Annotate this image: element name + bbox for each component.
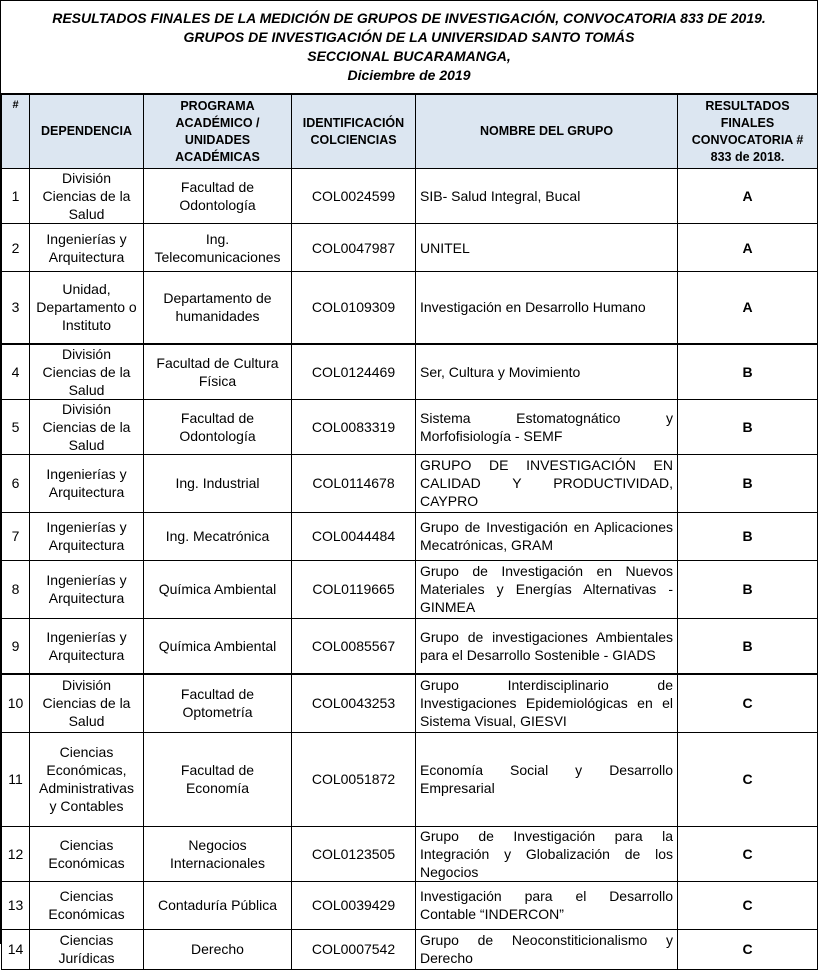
row-programa: Ing. Telecomunicaciones — [144, 224, 292, 272]
table-row — [2, 826, 818, 881]
row-nombre-grupo: Economía Social y Desarrollo Empresarial — [416, 732, 678, 826]
row-number: 3 — [2, 272, 30, 344]
row-number: 2 — [2, 224, 30, 272]
row-nombre-grupo: Investigación para el Desarrollo Contable “INDERCON” — [416, 881, 678, 929]
row-dependencia: Ingenierías y Arquitectura — [30, 618, 144, 674]
row-identificacion: COL0047987 — [292, 224, 416, 272]
row-programa: Facultad de Odontología — [144, 399, 292, 454]
title-line-3: SECCIONAL BUCARAMANGA, — [307, 48, 511, 64]
row-resultado: A — [678, 169, 818, 224]
row-nombre-grupo: Ser, Cultura y Movimiento — [416, 344, 678, 400]
row-resultado: B — [678, 618, 818, 674]
row-resultado: B — [678, 344, 818, 400]
header-dependencia: DEPENDENCIA — [30, 95, 144, 169]
header-programa: PROGRAMA ACADÉMICO / UNIDADES ACADÉMICAS — [144, 95, 292, 169]
table-row — [2, 169, 818, 224]
row-number: 1 — [2, 169, 30, 224]
row-dependencia: Unidad, Departamento o Instituto — [30, 272, 144, 344]
row-nombre-grupo: Grupo de Investigación para la Integración y Globalización de los Negocios — [416, 826, 678, 881]
table-header-row — [2, 95, 818, 169]
row-nombre-grupo: UNITEL — [416, 224, 678, 272]
row-identificacion: COL0083319 — [292, 399, 416, 454]
row-nombre-grupo: SIB- Salud Integral, Bucal — [416, 169, 678, 224]
row-resultado: C — [678, 674, 818, 732]
row-number: 14 — [2, 929, 30, 969]
row-nombre-grupo: Sistema Estomatognático y Morfofisiología - SEMF — [416, 399, 678, 454]
row-identificacion: COL0051872 — [292, 732, 416, 826]
row-dependencia: Ciencias Económicas, Administrativas y Contables — [30, 732, 144, 826]
row-number: 4 — [2, 344, 30, 400]
row-number: 10 — [2, 674, 30, 732]
row-dependencia: Ciencias Económicas — [30, 826, 144, 881]
row-resultado: A — [678, 224, 818, 272]
title-line-2: GRUPOS DE INVESTIGACIÓN DE LA UNIVERSIDAD SANTO TOMÁS — [183, 29, 635, 45]
row-identificacion: COL0119665 — [292, 560, 416, 618]
row-programa: Departamento de humanidades — [144, 272, 292, 344]
row-nombre-grupo: Grupo de Investigación en Aplicaciones Mecatrónicas, GRAM — [416, 512, 678, 560]
row-nombre-grupo: Grupo de Investigación en Nuevos Materiales y Energías Alternativas - GINMEA — [416, 560, 678, 618]
table-row — [2, 344, 818, 400]
title-line-1: RESULTADOS FINALES DE LA MEDICIÓN DE GRUPOS DE INVESTIGACIÓN, CONVOCATORIA 833 DE 2019. — [52, 10, 766, 26]
row-number: 12 — [2, 826, 30, 881]
row-number: 11 — [2, 732, 30, 826]
row-number: 13 — [2, 881, 30, 929]
row-dependencia: División Ciencias de la Salud — [30, 344, 144, 400]
row-programa: Ing. Industrial — [144, 454, 292, 512]
row-resultado: B — [678, 560, 818, 618]
row-number: 8 — [2, 560, 30, 618]
table-row — [2, 512, 818, 560]
row-programa: Facultad de Odontología — [144, 169, 292, 224]
row-number: 5 — [2, 399, 30, 454]
row-identificacion: COL0109309 — [292, 272, 416, 344]
row-identificacion: COL0039429 — [292, 881, 416, 929]
document-title-block — [1, 0, 817, 94]
row-identificacion: COL0043253 — [292, 674, 416, 732]
row-identificacion: COL0044484 — [292, 512, 416, 560]
row-nombre-grupo: Investigación en Desarrollo Humano — [416, 272, 678, 344]
row-programa: Facultad de Optometría — [144, 674, 292, 732]
table-row — [2, 929, 818, 969]
header-num: # — [2, 95, 30, 169]
row-programa: Derecho — [144, 929, 292, 969]
row-programa: Química Ambiental — [144, 618, 292, 674]
row-resultado: B — [678, 512, 818, 560]
row-resultado: B — [678, 399, 818, 454]
row-resultado: C — [678, 881, 818, 929]
row-dependencia: Ingenierías y Arquitectura — [30, 454, 144, 512]
row-nombre-grupo: GRUPO DE INVESTIGACIÓN EN CALIDAD Y PRODUCTIVIDAD, CAYPRO — [416, 454, 678, 512]
table-row — [2, 224, 818, 272]
row-programa: Ing. Mecatrónica — [144, 512, 292, 560]
table-row — [2, 674, 818, 732]
header-nombre: NOMBRE DEL GRUPO — [416, 95, 678, 169]
row-nombre-grupo: Grupo de investigaciones Ambientales para el Desarrollo Sostenible - GIADS — [416, 618, 678, 674]
row-dependencia: Ingenierías y Arquitectura — [30, 560, 144, 618]
row-identificacion: COL0114678 — [292, 454, 416, 512]
row-nombre-grupo: Grupo de Neoconstiticionalismo y Derecho — [416, 929, 678, 969]
row-number: 9 — [2, 618, 30, 674]
row-dependencia: División Ciencias de la Salud — [30, 674, 144, 732]
row-dependencia: Ingenierías y Arquitectura — [30, 224, 144, 272]
title-line-4: Diciembre de 2019 — [347, 67, 471, 83]
table-row — [2, 454, 818, 512]
row-programa: Contaduría Pública — [144, 881, 292, 929]
row-dependencia: División Ciencias de la Salud — [30, 399, 144, 454]
table-row — [2, 399, 818, 454]
row-dependencia: Ciencias Jurídicas — [30, 929, 144, 969]
table-row — [2, 881, 818, 929]
row-programa: Facultad de Cultura Física — [144, 344, 292, 400]
row-identificacion: COL0123505 — [292, 826, 416, 881]
row-resultado: C — [678, 929, 818, 969]
row-identificacion: COL0007542 — [292, 929, 416, 969]
table-row — [2, 618, 818, 674]
table-row — [2, 272, 818, 344]
row-nombre-grupo: Grupo Interdisciplinario de Investigaciones Epidemiológicas en el Sistema Visual, GIESVI — [416, 674, 678, 732]
results-table — [1, 94, 818, 970]
header-resultados: RESULTADOS FINALES CONVOCATORIA # 833 de 2018. — [678, 95, 818, 169]
header-identificacion: IDENTIFICACIÓN COLCIENCIAS — [292, 95, 416, 169]
table-row — [2, 732, 818, 826]
row-dependencia: División Ciencias de la Salud — [30, 169, 144, 224]
table-row — [2, 560, 818, 618]
row-programa: Facultad de Economía — [144, 732, 292, 826]
row-dependencia: Ciencias Económicas — [30, 881, 144, 929]
row-resultado: A — [678, 272, 818, 344]
row-programa: Negocios Internacionales — [144, 826, 292, 881]
row-identificacion: COL0024599 — [292, 169, 416, 224]
row-resultado: C — [678, 732, 818, 826]
row-resultado: C — [678, 826, 818, 881]
row-resultado: B — [678, 454, 818, 512]
row-identificacion: COL0124469 — [292, 344, 416, 400]
row-programa: Química Ambiental — [144, 560, 292, 618]
row-identificacion: COL0085567 — [292, 618, 416, 674]
row-number: 6 — [2, 454, 30, 512]
row-dependencia: Ingenierías y Arquitectura — [30, 512, 144, 560]
row-number: 7 — [2, 512, 30, 560]
